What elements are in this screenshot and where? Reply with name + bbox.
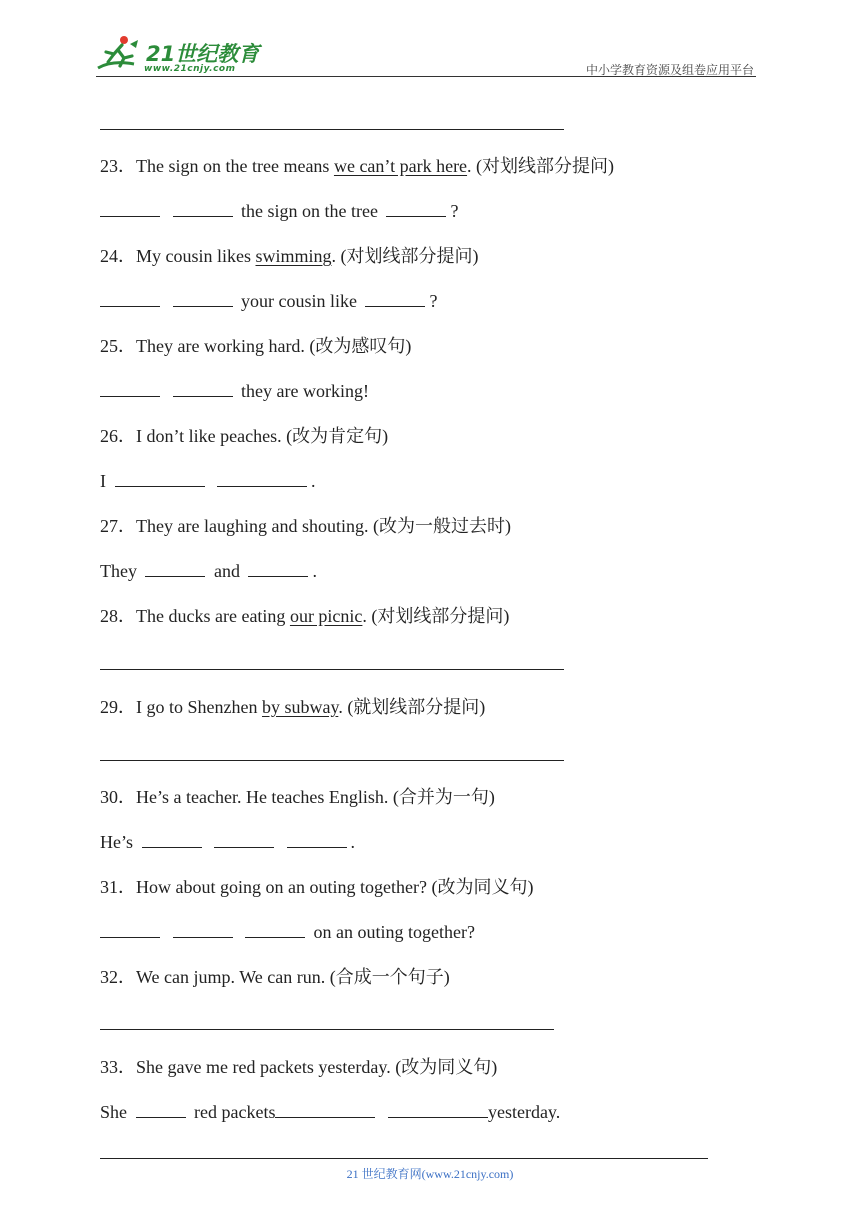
instruction: . (对划线部分提问) <box>467 156 615 176</box>
answer-end: . <box>350 832 355 852</box>
answer-24 <box>100 288 437 314</box>
header-divider <box>96 76 756 77</box>
blank[interactable] <box>275 1100 375 1118</box>
question-25 <box>100 333 411 359</box>
blank[interactable] <box>287 830 347 848</box>
question-text: I go to Shenzhen <box>136 697 262 717</box>
blank[interactable] <box>100 379 160 397</box>
answer-23 <box>100 198 458 224</box>
question-text: She gave me red packets yesterday. (改为同义句) <box>136 1057 498 1077</box>
question-number: 23． <box>100 156 136 176</box>
answer-end: yesterday. <box>487 1102 561 1122</box>
blank[interactable] <box>248 559 308 577</box>
question-number: 26． <box>100 426 136 446</box>
answer-line <box>100 129 564 130</box>
answer-line[interactable] <box>100 669 564 670</box>
question-text: The sign on the tree means <box>136 156 334 176</box>
answer-30 <box>100 829 355 855</box>
answer-33 <box>100 1099 560 1125</box>
blank[interactable] <box>100 289 160 307</box>
question-33 <box>100 1054 497 1080</box>
question-text: They are laughing and shouting. (改为一般过去时) <box>136 516 511 536</box>
answer-31 <box>100 919 475 945</box>
answer-end: . <box>312 561 317 581</box>
blank[interactable] <box>145 559 205 577</box>
underlined-phrase: our picnic <box>289 606 363 626</box>
blank[interactable] <box>115 469 205 487</box>
question-number: 29． <box>100 697 136 717</box>
underlined-phrase: we can’t park here <box>333 156 468 176</box>
blank[interactable] <box>365 289 425 307</box>
underlined-phrase: swimming <box>255 246 332 266</box>
question-text: We can jump. We can run. (合成一个句子) <box>136 967 450 987</box>
question-31 <box>100 874 533 900</box>
blank[interactable] <box>173 379 233 397</box>
answer-text: and <box>213 561 240 581</box>
blank[interactable] <box>214 830 274 848</box>
question-number: 28． <box>100 606 136 626</box>
question-28 <box>100 603 509 629</box>
question-26 <box>100 423 388 449</box>
blank[interactable] <box>142 830 202 848</box>
blank[interactable] <box>173 199 233 217</box>
question-text: How about going on an outing together? (改为同义句) <box>136 877 534 897</box>
footer-text: 21 世纪教育网(www.21cnjy.com) <box>346 1167 514 1181</box>
blank[interactable] <box>100 920 160 938</box>
blank[interactable] <box>136 1100 186 1118</box>
blank[interactable] <box>173 920 233 938</box>
question-text: My cousin likes <box>136 246 256 266</box>
platform-title: 中小学教育资源及组卷应用平台 <box>585 63 754 77</box>
instruction: . (对划线部分提问) <box>362 606 510 626</box>
question-number: 33． <box>100 1057 136 1077</box>
question-27 <box>100 513 511 539</box>
question-24 <box>100 243 479 269</box>
question-number: 27． <box>100 516 136 536</box>
blank[interactable] <box>217 469 307 487</box>
footer-divider <box>100 1158 708 1159</box>
blank[interactable] <box>245 920 305 938</box>
answer-text: your cousin like <box>241 291 357 311</box>
runner-logo-icon <box>94 34 146 76</box>
blank[interactable] <box>173 289 233 307</box>
answer-end: . <box>311 471 316 491</box>
answer-start: She <box>100 1102 127 1122</box>
answer-line[interactable] <box>100 760 564 761</box>
answer-start: They <box>100 561 137 581</box>
question-32 <box>100 964 450 990</box>
instruction: . (对划线部分提问) <box>331 246 479 266</box>
answer-26 <box>100 468 316 494</box>
answer-27 <box>100 558 317 584</box>
logo <box>94 34 264 78</box>
question-23 <box>100 153 614 179</box>
question-number: 24． <box>100 246 136 266</box>
answer-end: ? <box>450 201 459 221</box>
answer-line[interactable] <box>100 1029 554 1030</box>
answer-start: I <box>100 471 106 491</box>
question-number: 32． <box>100 967 136 987</box>
logo-text: 21世纪教育 <box>146 42 260 66</box>
question-text: He’s a teacher. He teaches English. (合并为一句) <box>136 787 495 807</box>
blank[interactable] <box>100 199 160 217</box>
page-header <box>0 0 860 82</box>
question-text: The ducks are eating <box>136 606 290 626</box>
question-number: 30． <box>100 787 136 807</box>
answer-text: the sign on the tree <box>241 201 378 221</box>
question-number: 31． <box>100 877 136 897</box>
question-29 <box>100 694 485 720</box>
answer-text: on an outing together? <box>313 922 475 942</box>
question-30 <box>100 784 495 810</box>
question-text: They are working hard. (改为感叹句) <box>136 336 412 356</box>
blank[interactable] <box>388 1100 488 1118</box>
answer-start: He’s <box>100 832 133 852</box>
question-number: 25． <box>100 336 136 356</box>
instruction: . (就划线部分提问) <box>338 697 486 717</box>
logo-url: www.21cnjy.com <box>144 64 236 74</box>
underlined-phrase: by subway <box>261 697 339 717</box>
answer-text: they are working! <box>241 381 369 401</box>
answer-25 <box>100 378 369 404</box>
answer-end: ? <box>429 291 438 311</box>
answer-text: red packets <box>194 1102 276 1122</box>
question-text: I don’t like peaches. (改为肯定句) <box>136 426 389 446</box>
blank[interactable] <box>386 199 446 217</box>
